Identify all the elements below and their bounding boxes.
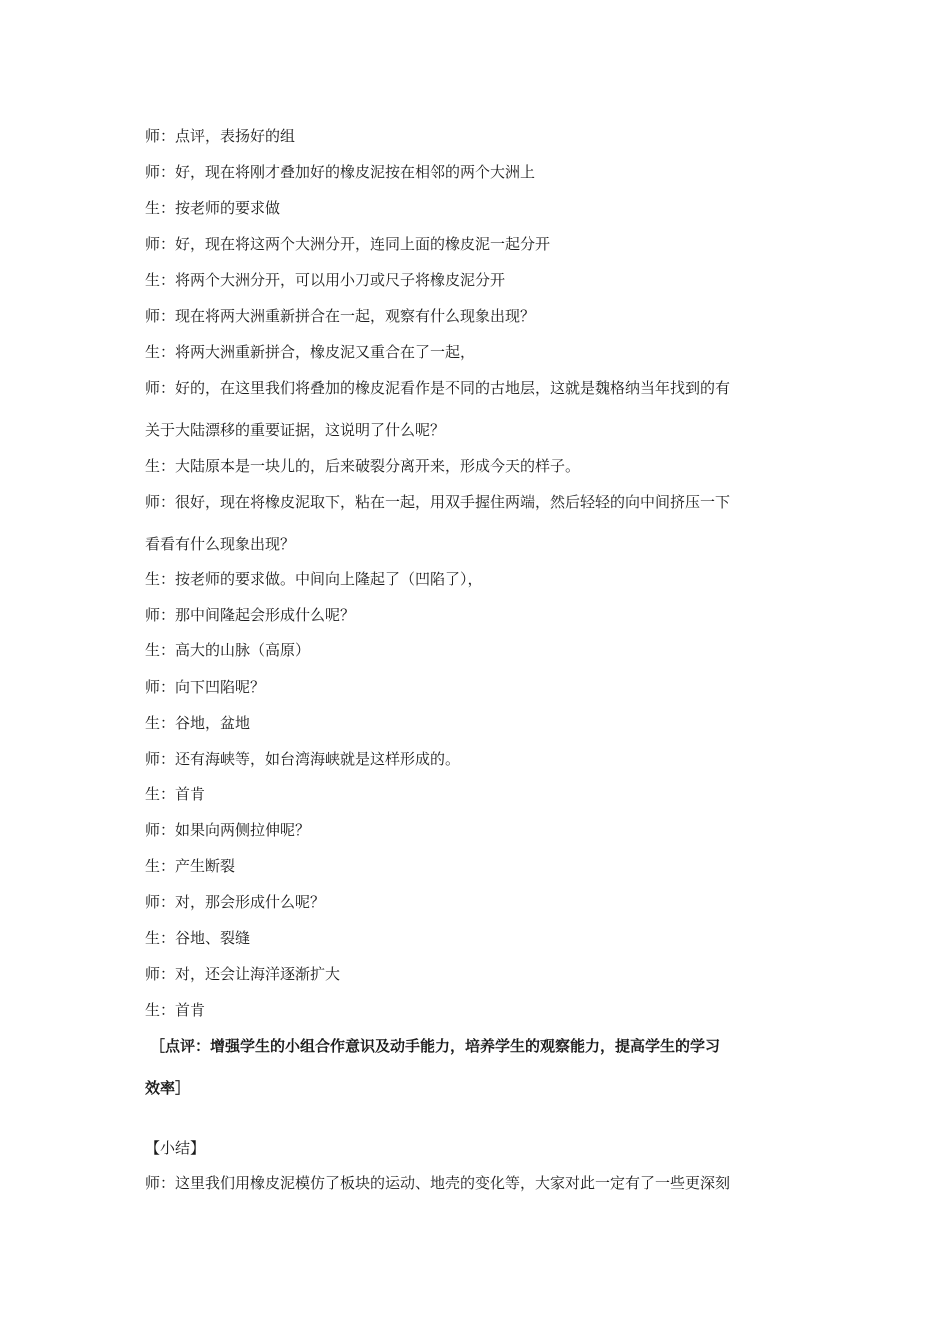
dialogue-line: 生：首肯 (145, 1001, 206, 1019)
dialogue-line: 关于大陆漂移的重要证据，这说明了什么呢？ (145, 421, 446, 439)
dialogue-line: 师：还有海峡等，如台湾海峡就是这样形成的。 (145, 750, 461, 768)
dialogue-line: 生：将两个大洲分开，可以用小刀或尺子将橡皮泥分开 (145, 271, 506, 289)
dialogue-line: 师：好的，在这里我们将叠加的橡皮泥看作是不同的古地层，这就是魏格纳当年找到的有 (145, 379, 731, 397)
dialogue-line: 师：点评，表扬好的组 (145, 127, 296, 145)
dialogue-line: 师：如果向两侧拉伸呢？ (145, 821, 311, 839)
dialogue-line: 师：向下凹陷呢？ (145, 678, 266, 696)
dialogue-line: 生：大陆原本是一块儿的，后来破裂分离开来，形成今天的样子。 (145, 457, 581, 475)
dialogue-line: 生：产生断裂 (145, 857, 236, 875)
dialogue-line: 生：首肯 (145, 785, 206, 803)
dialogue-line: 师：好，现在将刚才叠加好的橡皮泥按在相邻的两个大洲上 (145, 163, 536, 181)
dialogue-line: 师：很好，现在将橡皮泥取下，粘在一起，用双手握住两端，然后轻轻的向中间挤压一下 (145, 493, 731, 511)
dialogue-line: 看看有什么现象出现？ (145, 535, 296, 553)
dialogue-line: 师：对，还会让海洋逐渐扩大 (145, 965, 341, 983)
dialogue-line: 师：现在将两大洲重新拼合在一起，观察有什么现象出现？ (145, 307, 536, 325)
dialogue-line: 生：将两大洲重新拼合，橡皮泥又重合在了一起， (145, 343, 476, 361)
comment-line: 效率］ (145, 1079, 191, 1097)
dialogue-line: 生：按老师的要求做 (145, 199, 281, 217)
dialogue-line: 生：谷地，盆地 (145, 714, 251, 732)
dialogue-line: 生：高大的山脉（高原） (145, 641, 311, 659)
dialogue-line: 师：好，现在将这两个大洲分开，连同上面的橡皮泥一起分开 (145, 235, 551, 253)
comment-line: ［点评：增强学生的小组合作意识及动手能力，培养学生的观察能力，提高学生的学习 (150, 1037, 721, 1055)
dialogue-line: 师：那中间隆起会形成什么呢？ (145, 606, 356, 624)
dialogue-line: 师：对，那会形成什么呢？ (145, 893, 326, 911)
section-heading: 【小结】 (145, 1139, 206, 1157)
dialogue-line: 师：这里我们用橡皮泥模仿了板块的运动、地壳的变化等，大家对此一定有了一些更深刻 (145, 1174, 731, 1192)
dialogue-line: 生：按老师的要求做。中间向上隆起了（凹陷了）， (145, 570, 483, 588)
dialogue-line: 生：谷地、裂缝 (145, 929, 251, 947)
